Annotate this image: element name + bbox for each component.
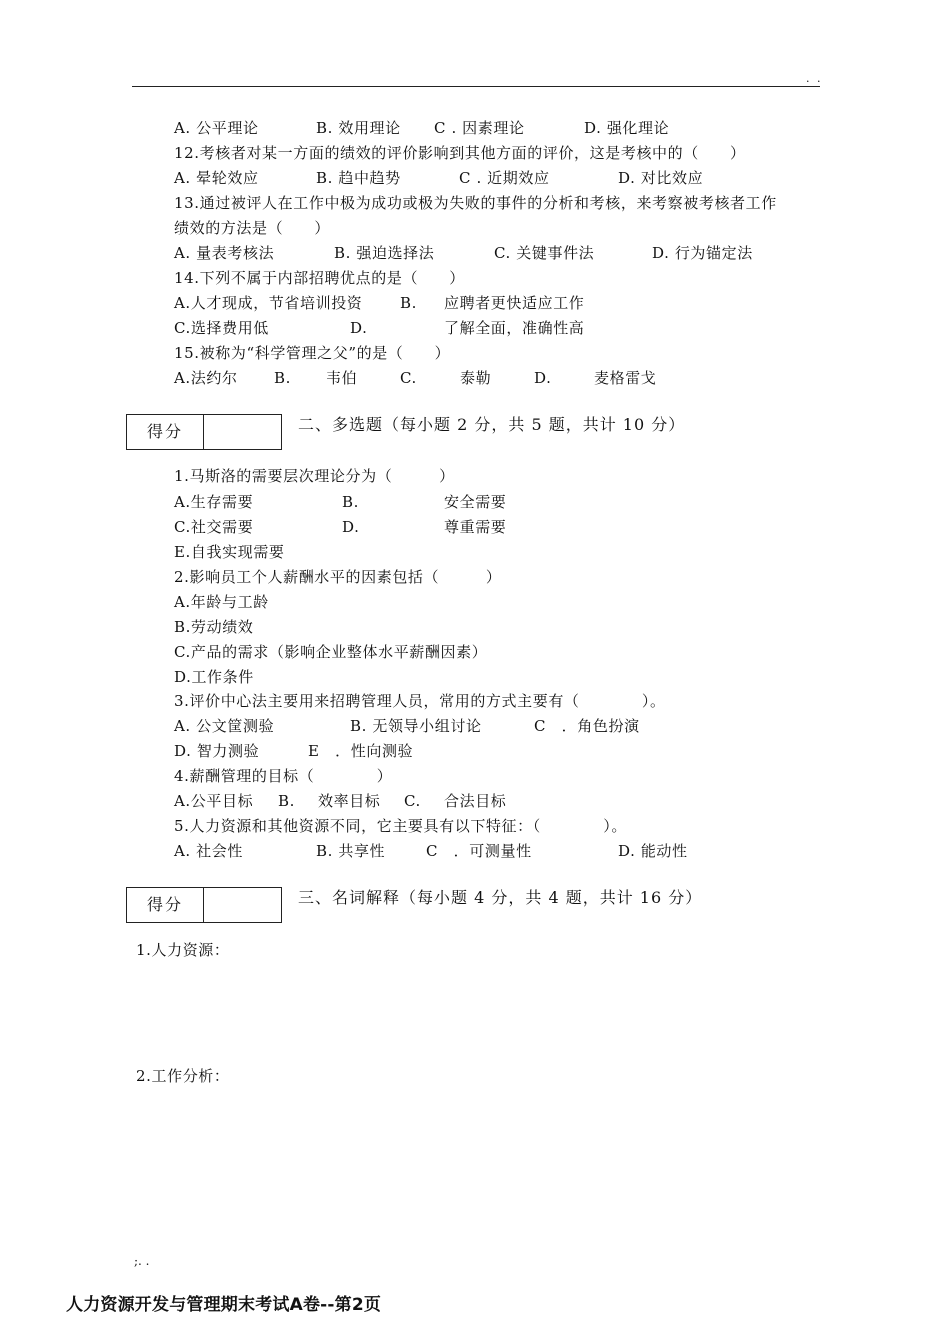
m4-option-a: A.公平目标 (174, 792, 254, 810)
q14-option-d: D. (350, 319, 368, 337)
header-rule (132, 86, 820, 87)
q12-option-c: C . 近期效应 (459, 169, 550, 187)
q15-option-c-text: 泰勒 (460, 369, 492, 387)
footer-dots: ;. . (134, 1254, 150, 1268)
m2-option-b: B.劳动绩效 (174, 618, 254, 636)
m2-stem: 2.影响员工个人薪酬水平的因素包括（ ） (174, 568, 502, 586)
m4-option-b: B. (278, 792, 295, 810)
term-1-label: 1.人力资源： (136, 941, 230, 959)
m3-option-d: D. 智力测验 (174, 742, 260, 760)
q12-option-b: B. 趋中趋势 (316, 169, 401, 187)
m1-option-a: A.生存需要 (174, 493, 254, 511)
q11-option-a: A. 公平理论 (174, 119, 259, 137)
q13-stem-line2: 绩效的方法是（ ） (174, 219, 331, 237)
q11-option-d: D. 强化理论 (584, 119, 670, 137)
m3-option-c: C ．角色扮演 (534, 717, 640, 735)
section3-title: 三、名词解释（每小题 4 分，共 4 题，共计 16 分） (298, 888, 703, 907)
section2-score-label: 得分 (127, 415, 204, 449)
q13-option-a: A. 量表考核法 (174, 244, 275, 262)
m4-option-c: C. (404, 792, 421, 810)
section2-score-box (126, 414, 282, 450)
m4-option-b-text: 效率目标 (318, 792, 381, 810)
footer-title: 人力资源开发与管理期末考试A卷--第2页 (66, 1295, 382, 1315)
q13-option-b: B. 强迫选择法 (334, 244, 435, 262)
q15-option-d: D. (534, 369, 552, 387)
section3-score-box (126, 887, 282, 923)
m3-option-a: A. 公文筐测验 (174, 717, 275, 735)
m3-stem: 3.评价中心法主要用来招聘管理人员，常用的方式主要有（ ）。 (174, 692, 666, 710)
q12-option-a: A. 晕轮效应 (174, 169, 259, 187)
m5-stem: 5.人力资源和其他资源不同，它主要具有以下特征：（ ）。 (174, 817, 627, 835)
q14-option-c: C.选择费用低 (174, 319, 269, 337)
q15-stem: 15.被称为“科学管理之父”的是（ ） (174, 344, 451, 362)
q15-option-a: A.法约尔 (174, 369, 238, 387)
q12-stem: 12.考核者对某一方面的绩效的评价影响到其他方面的评价，这是考核中的（ ） (174, 144, 746, 162)
q11-option-c: C . 因素理论 (434, 119, 525, 137)
m1-option-b-text: 安全需要 (444, 493, 507, 511)
m5-option-c: C ．可测量性 (426, 842, 532, 860)
m2-option-a: A.年龄与工龄 (174, 593, 269, 611)
m5-option-b: B. 共享性 (316, 842, 386, 860)
q14-option-b: B. (400, 294, 417, 312)
m4-option-c-text: 合法目标 (444, 792, 507, 810)
m2-option-d: D.工作条件 (174, 668, 254, 686)
m1-option-d-text: 尊重需要 (444, 518, 507, 536)
m1-option-d: D. (342, 518, 360, 536)
q15-option-d-text: 麦格雷戈 (594, 369, 657, 387)
m3-option-e: E ．性向测验 (308, 742, 414, 760)
header-dots: . . (806, 72, 823, 85)
m3-option-b: B. 无领导小组讨论 (350, 717, 482, 735)
m5-option-d: D. 能动性 (618, 842, 688, 860)
m1-stem: 1.马斯洛的需要层次理论分为（ ） (174, 467, 455, 485)
q14-option-a: A.人才现成，节省培训投资 (174, 294, 363, 312)
m1-option-c: C.社交需要 (174, 518, 254, 536)
q15-option-c: C. (400, 369, 417, 387)
q13-stem-line1: 13.通过被评人在工作中极为成功或极为失败的事件的分析和考核，来考察被考核者工作 (174, 194, 777, 212)
q14-stem: 14.下列不属于内部招聘优点的是（ ） (174, 269, 465, 287)
section2-title: 二、多选题（每小题 2 分，共 5 题，共计 10 分） (298, 415, 686, 434)
q14-option-d-text: 了解全面，准确性高 (444, 319, 585, 337)
m2-option-c: C.产品的需求（影响企业整体水平薪酬因素） (174, 643, 488, 661)
q13-option-d: D. 行为锚定法 (652, 244, 753, 262)
m1-option-b: B. (342, 493, 359, 511)
q15-option-b: B. (274, 369, 291, 387)
m1-option-e: E.自我实现需要 (174, 543, 285, 561)
term-2-label: 2.工作分析： (136, 1067, 230, 1085)
q13-option-c: C. 关键事件法 (494, 244, 595, 262)
q15-option-b-text: 韦伯 (326, 369, 358, 387)
q11-option-b: B. 效用理论 (316, 119, 401, 137)
m4-stem: 4.薪酬管理的目标（ ） (174, 767, 393, 785)
section3-score-label: 得分 (127, 888, 204, 922)
q12-option-d: D. 对比效应 (618, 169, 704, 187)
m5-option-a: A. 社会性 (174, 842, 243, 860)
q14-option-b-text: 应聘者更快适应工作 (444, 294, 585, 312)
